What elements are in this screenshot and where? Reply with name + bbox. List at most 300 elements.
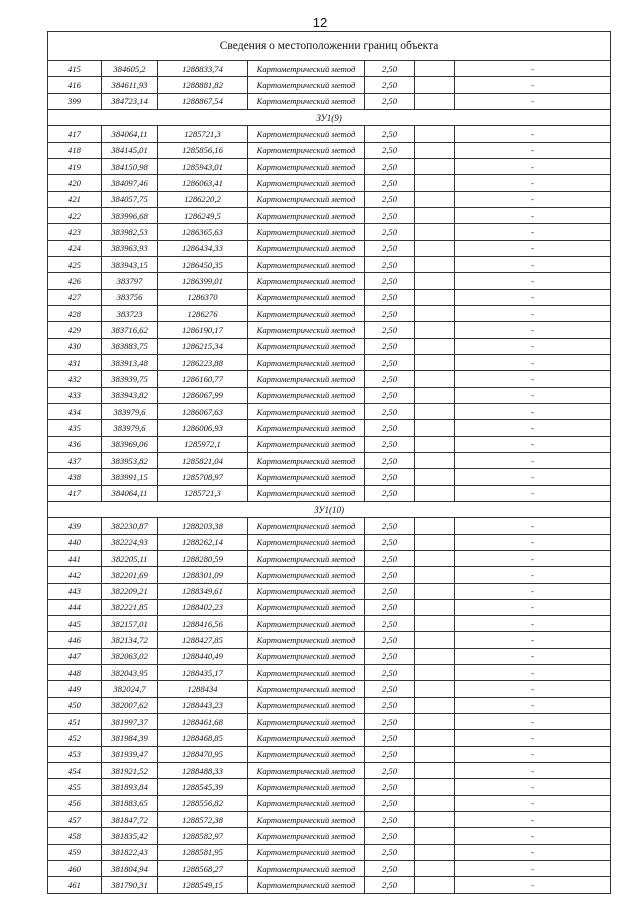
extra-cell: -: [455, 697, 611, 713]
table-row: [48, 518, 611, 534]
x-coordinate-cell: 382024,7: [102, 681, 158, 697]
method-cell: Картометрический метод: [248, 93, 365, 109]
method-cell: Картометрический метод: [248, 207, 365, 223]
table-row: [48, 469, 611, 485]
point-number-cell: 416: [48, 77, 102, 93]
extra-cell: -: [455, 158, 611, 174]
point-number-cell: 454: [48, 763, 102, 779]
precision-cell: 2,50: [365, 714, 415, 730]
table-row: [48, 485, 611, 501]
point-number-cell: 419: [48, 158, 102, 174]
method-cell: Картометрический метод: [248, 126, 365, 142]
x-coordinate-cell: 383939,75: [102, 371, 158, 387]
point-number-cell: 440: [48, 534, 102, 550]
precision-cell: 2,50: [365, 763, 415, 779]
blank-cell: [415, 861, 455, 877]
extra-cell: -: [455, 763, 611, 779]
point-number-cell: 418: [48, 142, 102, 158]
extra-cell: -: [455, 387, 611, 403]
blank-cell: [415, 697, 455, 713]
y-coordinate-cell: 1288581,95: [158, 844, 248, 860]
y-coordinate-cell: 1288301,09: [158, 567, 248, 583]
x-coordinate-cell: 383953,82: [102, 452, 158, 468]
point-number-cell: 441: [48, 550, 102, 566]
x-coordinate-cell: 384723,14: [102, 93, 158, 109]
point-number-cell: 417: [48, 485, 102, 501]
extra-cell: -: [455, 730, 611, 746]
y-coordinate-cell: 1286215,34: [158, 338, 248, 354]
x-coordinate-cell: 382209,21: [102, 583, 158, 599]
extra-cell: -: [455, 224, 611, 240]
x-coordinate-cell: 383797: [102, 273, 158, 289]
method-cell: Картометрический метод: [248, 61, 365, 77]
precision-cell: 2,50: [365, 305, 415, 321]
precision-cell: 2,50: [365, 420, 415, 436]
point-number-cell: 434: [48, 403, 102, 419]
point-number-cell: 444: [48, 599, 102, 615]
table-row: [48, 207, 611, 223]
y-coordinate-cell: 1285972,1: [158, 436, 248, 452]
precision-cell: 2,50: [365, 550, 415, 566]
blank-cell: [415, 142, 455, 158]
table-row: [48, 877, 611, 893]
x-coordinate-cell: 382224,93: [102, 534, 158, 550]
section-heading: ЗУ1(9): [48, 109, 611, 125]
blank-cell: [415, 289, 455, 305]
point-number-cell: 446: [48, 632, 102, 648]
blank-cell: [415, 746, 455, 762]
blank-cell: [415, 779, 455, 795]
precision-cell: 2,50: [365, 436, 415, 452]
blank-cell: [415, 371, 455, 387]
table-row: [48, 289, 611, 305]
method-cell: Картометрический метод: [248, 534, 365, 550]
point-number-cell: 450: [48, 697, 102, 713]
table-row: [48, 730, 611, 746]
table-row: [48, 371, 611, 387]
table-row: [48, 224, 611, 240]
y-coordinate-cell: 1286249,5: [158, 207, 248, 223]
point-number-cell: 417: [48, 126, 102, 142]
point-number-cell: 422: [48, 207, 102, 223]
point-number-cell: 438: [48, 469, 102, 485]
precision-cell: 2,50: [365, 224, 415, 240]
precision-cell: 2,50: [365, 77, 415, 93]
extra-cell: -: [455, 420, 611, 436]
extra-cell: -: [455, 844, 611, 860]
y-coordinate-cell: 1288427,85: [158, 632, 248, 648]
point-number-cell: 442: [48, 567, 102, 583]
y-coordinate-cell: 1285856,16: [158, 142, 248, 158]
precision-cell: 2,50: [365, 828, 415, 844]
x-coordinate-cell: 383883,75: [102, 338, 158, 354]
y-coordinate-cell: 1288556,82: [158, 795, 248, 811]
extra-cell: -: [455, 93, 611, 109]
point-number-cell: 448: [48, 665, 102, 681]
point-number-cell: 437: [48, 452, 102, 468]
table-row: [48, 779, 611, 795]
method-cell: Картометрический метод: [248, 861, 365, 877]
table-row: [48, 828, 611, 844]
precision-cell: 2,50: [365, 795, 415, 811]
point-number-cell: 432: [48, 371, 102, 387]
extra-cell: -: [455, 126, 611, 142]
method-cell: Картометрический метод: [248, 485, 365, 501]
x-coordinate-cell: 383969,06: [102, 436, 158, 452]
precision-cell: 2,50: [365, 861, 415, 877]
precision-cell: 2,50: [365, 812, 415, 828]
precision-cell: 2,50: [365, 175, 415, 191]
extra-cell: -: [455, 207, 611, 223]
point-number-cell: 423: [48, 224, 102, 240]
table-row: [48, 420, 611, 436]
point-number-cell: 436: [48, 436, 102, 452]
blank-cell: [415, 730, 455, 746]
precision-cell: 2,50: [365, 338, 415, 354]
method-cell: Картометрический метод: [248, 175, 365, 191]
blank-cell: [415, 469, 455, 485]
point-number-cell: 451: [48, 714, 102, 730]
point-number-cell: 459: [48, 844, 102, 860]
y-coordinate-cell: 1285708,97: [158, 469, 248, 485]
section-heading-row: [48, 501, 611, 517]
extra-cell: -: [455, 485, 611, 501]
precision-cell: 2,50: [365, 877, 415, 893]
x-coordinate-cell: 381822,43: [102, 844, 158, 860]
method-cell: Картометрический метод: [248, 795, 365, 811]
extra-cell: -: [455, 779, 611, 795]
method-cell: Картометрический метод: [248, 632, 365, 648]
method-cell: Картометрический метод: [248, 697, 365, 713]
point-number-cell: 449: [48, 681, 102, 697]
method-cell: Картометрический метод: [248, 877, 365, 893]
boundary-coordinates-table: [47, 31, 611, 894]
precision-cell: 2,50: [365, 730, 415, 746]
y-coordinate-cell: 1288203,38: [158, 518, 248, 534]
x-coordinate-cell: 384064,11: [102, 485, 158, 501]
x-coordinate-cell: 381939,47: [102, 746, 158, 762]
blank-cell: [415, 403, 455, 419]
table-row: [48, 126, 611, 142]
blank-cell: [415, 534, 455, 550]
method-cell: Картометрический метод: [248, 518, 365, 534]
precision-cell: 2,50: [365, 354, 415, 370]
x-coordinate-cell: 381893,84: [102, 779, 158, 795]
table-row: [48, 812, 611, 828]
precision-cell: 2,50: [365, 240, 415, 256]
method-cell: Картометрический метод: [248, 305, 365, 321]
x-coordinate-cell: 381984,39: [102, 730, 158, 746]
blank-cell: [415, 207, 455, 223]
extra-cell: -: [455, 452, 611, 468]
x-coordinate-cell: 384145,01: [102, 142, 158, 158]
extra-cell: -: [455, 77, 611, 93]
table-title: Сведения о местоположении границ объекта: [48, 32, 611, 61]
method-cell: Картометрический метод: [248, 828, 365, 844]
precision-cell: 2,50: [365, 648, 415, 664]
blank-cell: [415, 763, 455, 779]
y-coordinate-cell: 1288568,27: [158, 861, 248, 877]
table-row: [48, 648, 611, 664]
table-row: [48, 354, 611, 370]
extra-cell: -: [455, 812, 611, 828]
y-coordinate-cell: 1286220,2: [158, 191, 248, 207]
method-cell: Картометрический метод: [248, 354, 365, 370]
table-row: [48, 632, 611, 648]
page-number: 12: [312, 15, 328, 30]
table-row: [48, 322, 611, 338]
table-row: [48, 77, 611, 93]
method-cell: Картометрический метод: [248, 436, 365, 452]
blank-cell: [415, 599, 455, 615]
x-coordinate-cell: 381790,31: [102, 877, 158, 893]
y-coordinate-cell: 1286450,35: [158, 256, 248, 272]
x-coordinate-cell: 381997,37: [102, 714, 158, 730]
blank-cell: [415, 175, 455, 191]
extra-cell: -: [455, 714, 611, 730]
method-cell: Картометрический метод: [248, 256, 365, 272]
x-coordinate-cell: 383913,48: [102, 354, 158, 370]
extra-cell: -: [455, 354, 611, 370]
point-number-cell: 458: [48, 828, 102, 844]
x-coordinate-cell: 381847,72: [102, 812, 158, 828]
y-coordinate-cell: 1288262,14: [158, 534, 248, 550]
precision-cell: 2,50: [365, 746, 415, 762]
precision-cell: 2,50: [365, 583, 415, 599]
extra-cell: -: [455, 322, 611, 338]
method-cell: Картометрический метод: [248, 191, 365, 207]
method-cell: Картометрический метод: [248, 338, 365, 354]
x-coordinate-cell: 383716,62: [102, 322, 158, 338]
point-number-cell: 457: [48, 812, 102, 828]
point-number-cell: 431: [48, 354, 102, 370]
point-number-cell: 399: [48, 93, 102, 109]
blank-cell: [415, 877, 455, 893]
x-coordinate-cell: 382205,11: [102, 550, 158, 566]
extra-cell: -: [455, 305, 611, 321]
method-cell: Картометрический метод: [248, 681, 365, 697]
extra-cell: -: [455, 61, 611, 77]
section-heading: ЗУ1(10): [48, 501, 611, 517]
y-coordinate-cell: 1288488,33: [158, 763, 248, 779]
blank-cell: [415, 322, 455, 338]
table-row: [48, 305, 611, 321]
method-cell: Картометрический метод: [248, 452, 365, 468]
blank-cell: [415, 436, 455, 452]
y-coordinate-cell: 1288435,17: [158, 665, 248, 681]
blank-cell: [415, 354, 455, 370]
table-row: [48, 583, 611, 599]
x-coordinate-cell: 382063,02: [102, 648, 158, 664]
precision-cell: 2,50: [365, 142, 415, 158]
extra-cell: -: [455, 240, 611, 256]
point-number-cell: 420: [48, 175, 102, 191]
y-coordinate-cell: 1288881,82: [158, 77, 248, 93]
method-cell: Картометрический метод: [248, 403, 365, 419]
table-row: [48, 240, 611, 256]
blank-cell: [415, 420, 455, 436]
precision-cell: 2,50: [365, 599, 415, 615]
precision-cell: 2,50: [365, 191, 415, 207]
y-coordinate-cell: 1286067,63: [158, 403, 248, 419]
y-coordinate-cell: 1288468,85: [158, 730, 248, 746]
method-cell: Картометрический метод: [248, 158, 365, 174]
table-row: [48, 387, 611, 403]
blank-cell: [415, 828, 455, 844]
extra-cell: -: [455, 877, 611, 893]
extra-cell: -: [455, 567, 611, 583]
table-row: [48, 746, 611, 762]
y-coordinate-cell: 1288470,95: [158, 746, 248, 762]
blank-cell: [415, 126, 455, 142]
point-number-cell: 427: [48, 289, 102, 305]
blank-cell: [415, 256, 455, 272]
extra-cell: -: [455, 436, 611, 452]
method-cell: Картометрический метод: [248, 322, 365, 338]
precision-cell: 2,50: [365, 567, 415, 583]
y-coordinate-cell: 1286399,01: [158, 273, 248, 289]
point-number-cell: 455: [48, 779, 102, 795]
table-row: [48, 550, 611, 566]
blank-cell: [415, 518, 455, 534]
precision-cell: 2,50: [365, 403, 415, 419]
method-cell: Картометрический метод: [248, 289, 365, 305]
y-coordinate-cell: 1288416,56: [158, 616, 248, 632]
x-coordinate-cell: 383943,15: [102, 256, 158, 272]
precision-cell: 2,50: [365, 665, 415, 681]
y-coordinate-cell: 1288549,15: [158, 877, 248, 893]
blank-cell: [415, 567, 455, 583]
blank-cell: [415, 844, 455, 860]
extra-cell: -: [455, 599, 611, 615]
method-cell: Картометрический метод: [248, 77, 365, 93]
extra-cell: -: [455, 861, 611, 877]
point-number-cell: 424: [48, 240, 102, 256]
y-coordinate-cell: 1286063,41: [158, 175, 248, 191]
point-number-cell: 447: [48, 648, 102, 664]
extra-cell: -: [455, 403, 611, 419]
y-coordinate-cell: 1288434: [158, 681, 248, 697]
precision-cell: 2,50: [365, 632, 415, 648]
x-coordinate-cell: 382230,87: [102, 518, 158, 534]
extra-cell: -: [455, 795, 611, 811]
x-coordinate-cell: 382221,85: [102, 599, 158, 615]
extra-cell: -: [455, 665, 611, 681]
blank-cell: [415, 191, 455, 207]
precision-cell: 2,50: [365, 469, 415, 485]
method-cell: Картометрический метод: [248, 665, 365, 681]
x-coordinate-cell: 384064,11: [102, 126, 158, 142]
table-row: [48, 403, 611, 419]
x-coordinate-cell: 384057,75: [102, 191, 158, 207]
blank-cell: [415, 240, 455, 256]
method-cell: Картометрический метод: [248, 583, 365, 599]
point-number-cell: 445: [48, 616, 102, 632]
y-coordinate-cell: 1288349,61: [158, 583, 248, 599]
precision-cell: 2,50: [365, 273, 415, 289]
table-row: [48, 191, 611, 207]
precision-cell: 2,50: [365, 616, 415, 632]
blank-cell: [415, 714, 455, 730]
method-cell: Картометрический метод: [248, 746, 365, 762]
precision-cell: 2,50: [365, 387, 415, 403]
extra-cell: -: [455, 175, 611, 191]
table-row: [48, 567, 611, 583]
method-cell: Картометрический метод: [248, 648, 365, 664]
blank-cell: [415, 616, 455, 632]
x-coordinate-cell: 384150,98: [102, 158, 158, 174]
x-coordinate-cell: 383979,6: [102, 403, 158, 419]
precision-cell: 2,50: [365, 681, 415, 697]
table-row: [48, 93, 611, 109]
y-coordinate-cell: 1288443,23: [158, 697, 248, 713]
method-cell: Картометрический метод: [248, 844, 365, 860]
precision-cell: 2,50: [365, 256, 415, 272]
blank-cell: [415, 632, 455, 648]
precision-cell: 2,50: [365, 126, 415, 142]
extra-cell: -: [455, 534, 611, 550]
extra-cell: -: [455, 681, 611, 697]
method-cell: Картометрический метод: [248, 371, 365, 387]
blank-cell: [415, 648, 455, 664]
precision-cell: 2,50: [365, 518, 415, 534]
x-coordinate-cell: 384605,2: [102, 61, 158, 77]
precision-cell: 2,50: [365, 844, 415, 860]
extra-cell: -: [455, 550, 611, 566]
point-number-cell: 429: [48, 322, 102, 338]
table-row: [48, 142, 611, 158]
y-coordinate-cell: 1285721,3: [158, 126, 248, 142]
x-coordinate-cell: 381883,65: [102, 795, 158, 811]
x-coordinate-cell: 383996,68: [102, 207, 158, 223]
point-number-cell: 456: [48, 795, 102, 811]
extra-cell: -: [455, 632, 611, 648]
x-coordinate-cell: 383979,6: [102, 420, 158, 436]
y-coordinate-cell: 1286365,63: [158, 224, 248, 240]
extra-cell: -: [455, 746, 611, 762]
blank-cell: [415, 338, 455, 354]
precision-cell: 2,50: [365, 322, 415, 338]
table-row: [48, 665, 611, 681]
table-row: [48, 795, 611, 811]
point-number-cell: 435: [48, 420, 102, 436]
blank-cell: [415, 452, 455, 468]
table-row: [48, 256, 611, 272]
extra-cell: -: [455, 648, 611, 664]
y-coordinate-cell: 1288572,38: [158, 812, 248, 828]
method-cell: Картометрический метод: [248, 469, 365, 485]
method-cell: Картометрический метод: [248, 224, 365, 240]
blank-cell: [415, 61, 455, 77]
blank-cell: [415, 224, 455, 240]
precision-cell: 2,50: [365, 158, 415, 174]
extra-cell: -: [455, 142, 611, 158]
blank-cell: [415, 795, 455, 811]
y-coordinate-cell: 1286223,88: [158, 354, 248, 370]
point-number-cell: 430: [48, 338, 102, 354]
y-coordinate-cell: 1286190,17: [158, 322, 248, 338]
section-heading-row: [48, 109, 611, 125]
y-coordinate-cell: 1288280,59: [158, 550, 248, 566]
x-coordinate-cell: 382157,01: [102, 616, 158, 632]
x-coordinate-cell: 383943,82: [102, 387, 158, 403]
y-coordinate-cell: 1286067,99: [158, 387, 248, 403]
method-cell: Картометрический метод: [248, 550, 365, 566]
method-cell: Картометрический метод: [248, 567, 365, 583]
y-coordinate-cell: 1285943,01: [158, 158, 248, 174]
method-cell: Картометрический метод: [248, 730, 365, 746]
table-row: [48, 61, 611, 77]
